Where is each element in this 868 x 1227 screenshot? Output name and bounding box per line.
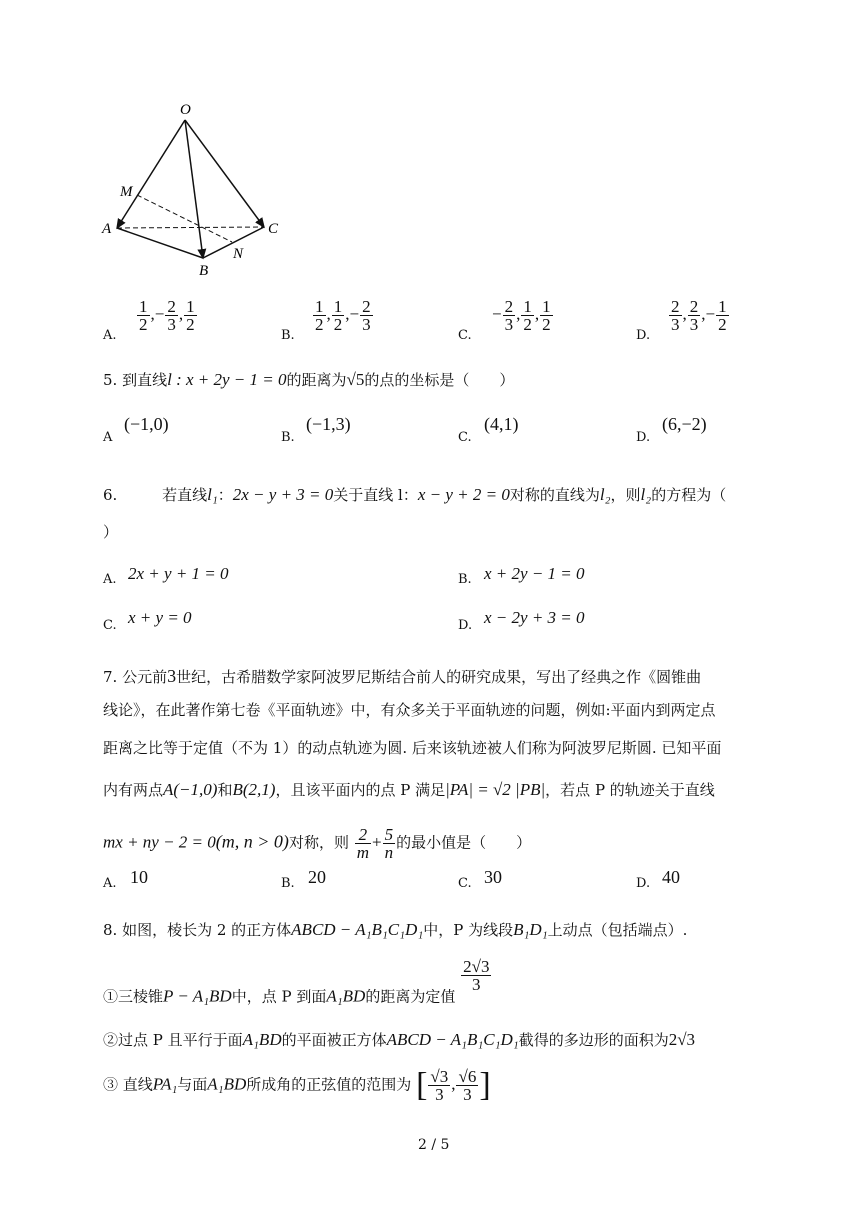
label-O: O (180, 102, 191, 118)
q7-frac1-num: 2 (355, 826, 371, 844)
q7-text-4b: 和 (217, 781, 233, 799)
q7-century: 3 (167, 666, 177, 686)
q7-text-5b: 的最小值是（ ） (396, 833, 532, 852)
q8-statement-3 (103, 1068, 491, 1103)
q7-point-a: A(−1,0) (163, 780, 218, 799)
q7-option-a-label: A. (103, 876, 117, 891)
q6-l1: l₁ (207, 485, 218, 504)
q5-stem (103, 370, 514, 390)
q4-option-d-label: D. (636, 328, 651, 343)
q6-text-3: 关于直线 l： (333, 486, 418, 504)
q7-text-4c: ，且该平面内的点 P 满足 (275, 781, 446, 799)
q4-option-b-label: B. (281, 328, 295, 343)
segment-MN-dashed (137, 195, 232, 242)
q8-s3-range: [ $\frac{√3}{3}$ , $\frac{√6}{3}$ ] (416, 1066, 491, 1104)
q5-line-eq: l : x + 2y − 1 = 0 (167, 370, 287, 389)
q7-mn-cond: (m, n > 0) (215, 831, 289, 852)
q8-s1-text-b: 中，点 P 到面 (231, 987, 327, 1006)
q6-text-2: ： (217, 486, 233, 504)
q7-frac1-den: m (356, 843, 370, 862)
q7-number-text: 7. 公元前 (103, 668, 168, 686)
q8-s2-text-b: 的平面被正方体 (281, 1031, 387, 1049)
q6-text-1: 若直线 (162, 486, 208, 504)
edge-AB (117, 228, 203, 258)
q7-option-b-label: B. (281, 876, 295, 891)
q7-frac2-num: 5 (384, 825, 394, 844)
q7-text-1: 世纪，古希腊数学家阿波罗尼斯结合前人的研究成果，写出了经典之作《圆锥曲 (176, 668, 702, 686)
page-number: 2 / 5 (418, 1137, 450, 1153)
q8-text-a: 8. 如图，棱长为 2 的正方体 (103, 921, 292, 939)
q7-condition: |PA| = √2 |PB| (445, 780, 546, 799)
q7-option-d-value: 40 (662, 867, 680, 887)
q5-text-1: 到直线 (122, 371, 168, 389)
q7-frac2-den: n (384, 843, 394, 862)
q6-eq-1: 2x − y + 3 = 0 (232, 485, 334, 504)
q6-option-b-label: B. (458, 572, 472, 587)
q8-s3-line: PA₁ (152, 1074, 178, 1094)
q7-point-b: B(2,1) (232, 780, 276, 799)
q8-cube: ABCD − A₁B₁C₁D₁ (291, 920, 424, 939)
q8-stem (103, 920, 687, 940)
q4-option-b-math: $\frac{1}{2}$ , $\frac{1}{2}$ ,− $\frac{2}{3}$ (315, 297, 371, 334)
q7-line-2: 线论》，在此著作第七卷《平面轨迹》中，有众多关于平面轨迹的问题，例如:平面内到两定点 (103, 701, 716, 719)
q8-s1-pyramid: P − A₁BD (163, 986, 232, 1006)
q8-statement-1 (103, 958, 492, 1007)
q5-text-3: 的点的坐标是（ ） (364, 371, 515, 389)
q8-statement-2 (103, 1030, 695, 1050)
q4-option-a-math: $\frac{1}{2}$ ,− $\frac{2}{3}$ , $\frac{1}{2}$ (139, 297, 195, 334)
q6-option-d-math: x − 2y + 3 = 0 (484, 608, 585, 627)
q7-text-5a: 对称，则 (288, 833, 349, 852)
q4-option-d-math: $\frac{2}{3}$ , $\frac{2}{3}$ ,− $\frac{1}{2}$ (671, 297, 727, 334)
q8-s2-face: A₁BD (242, 1030, 282, 1049)
q6-text-5: ，则 (610, 486, 641, 504)
q6-number: 6. (103, 486, 118, 504)
q7-fraction-1 (355, 826, 371, 861)
label-M: M (120, 184, 133, 200)
q6-option-c-math: x + y = 0 (128, 608, 192, 627)
q6-stem (103, 485, 726, 505)
q5-text-2: 的距离为 (286, 371, 347, 389)
q7-line-eq: mx + ny − 2 = 0 (103, 832, 216, 852)
q7-option-d-label: D. (636, 876, 651, 891)
q8-text-c: 上动点（包括端点）. (547, 921, 688, 939)
label-C: C (268, 221, 279, 237)
q8-s2-text-a: ②过点 P 且平行于面 (103, 1031, 243, 1049)
q7-option-a-value: 10 (130, 867, 148, 887)
q7-option-c-value: 30 (484, 867, 502, 887)
q8-segment: B₁D₁ (513, 920, 548, 939)
q7-option-c-label: C. (458, 876, 472, 891)
q7-line-3: 距离之比等于定值（不为 1）的动点轨迹为圆. 后来该轨迹被人们称为阿波罗尼斯圆. 已知平面 (103, 739, 722, 757)
edge-OA (117, 120, 185, 228)
q7-fraction-2 (383, 826, 396, 861)
q4-option-a-label: A. (103, 328, 117, 343)
q4-option-c-math: − $\frac{2}{3}$ , $\frac{1}{2}$ , $\frac{1}{2}$ (492, 297, 551, 334)
q5-option-a-label: A (103, 430, 113, 445)
q8-s2-area: 2√3 (668, 1030, 696, 1049)
q8-s2-cube: ABCD − A₁B₁C₁D₁ (386, 1030, 519, 1049)
q6-option-c-label: C. (103, 618, 117, 633)
q6-text-6: 的方程为（ (651, 486, 727, 504)
label-B: B (199, 263, 209, 279)
tetrahedron-figure (95, 100, 295, 285)
q5-option-a-math: (−1,0) (124, 414, 169, 434)
q5-distance: √5 (346, 370, 365, 389)
q5-number: 5. (103, 371, 118, 389)
q7-text-4d: ，若点 P 的轨迹关于直线 (545, 781, 715, 799)
q8-s3-face: A₁BD (207, 1074, 247, 1094)
q8-s1-frac-num: 2√3 (463, 957, 490, 976)
q7-text-4a: 内有两点 (103, 781, 164, 799)
q8-s3-text-c: 所成角的正弦值的范围为 (246, 1075, 412, 1094)
q5-option-c-math: (4,1) (484, 414, 519, 434)
q8-s3-text-a: ③ 直线 (103, 1075, 153, 1094)
q8-s1-fraction (461, 958, 491, 993)
q6-text-7: ） (103, 523, 119, 541)
q6-text-4: 对称的直线为 (509, 486, 600, 504)
q8-s1-text-c: 的距离为定值 (365, 987, 456, 1006)
edge-AC-dashed (117, 227, 264, 228)
q7-plus: + (372, 832, 382, 852)
q7-line-1 (103, 666, 701, 687)
q7-line-5 (103, 826, 531, 861)
q8-s1-face: A₁BD (326, 986, 366, 1006)
q5-option-d-math: (6,−2) (662, 414, 707, 434)
label-A: A (102, 221, 112, 237)
q6-l2-b: l₂ (640, 485, 652, 504)
q8-text-b: 中，P 为线段 (423, 921, 514, 939)
q8-s1-text-a: ①三棱锥 (103, 987, 164, 1006)
q5-option-d-label: D. (636, 430, 651, 445)
q6-option-d-label: D. (458, 618, 473, 633)
q8-s3-text-b: 与面 (177, 1075, 208, 1094)
q8-s1-frac-den: 3 (472, 975, 481, 994)
q6-option-a-label: A. (103, 572, 117, 587)
q7-line-4 (103, 780, 715, 800)
q6-l2: l₂ (599, 485, 611, 504)
q7-option-b-value: 20 (308, 867, 326, 887)
q6-option-b-math: x + 2y − 1 = 0 (484, 564, 585, 583)
q4-option-c-label: C. (458, 328, 472, 343)
q8-s2-text-c: 截得的多边形的面积为 (518, 1031, 669, 1049)
q6-eq-2: x − y + 2 = 0 (417, 485, 510, 504)
label-N: N (233, 246, 244, 262)
q5-option-b-label: B. (281, 430, 295, 445)
q6-option-a-math: 2x + y + 1 = 0 (128, 564, 229, 583)
q5-option-c-label: C. (458, 430, 472, 445)
q5-option-b-math: (−1,3) (306, 414, 351, 434)
